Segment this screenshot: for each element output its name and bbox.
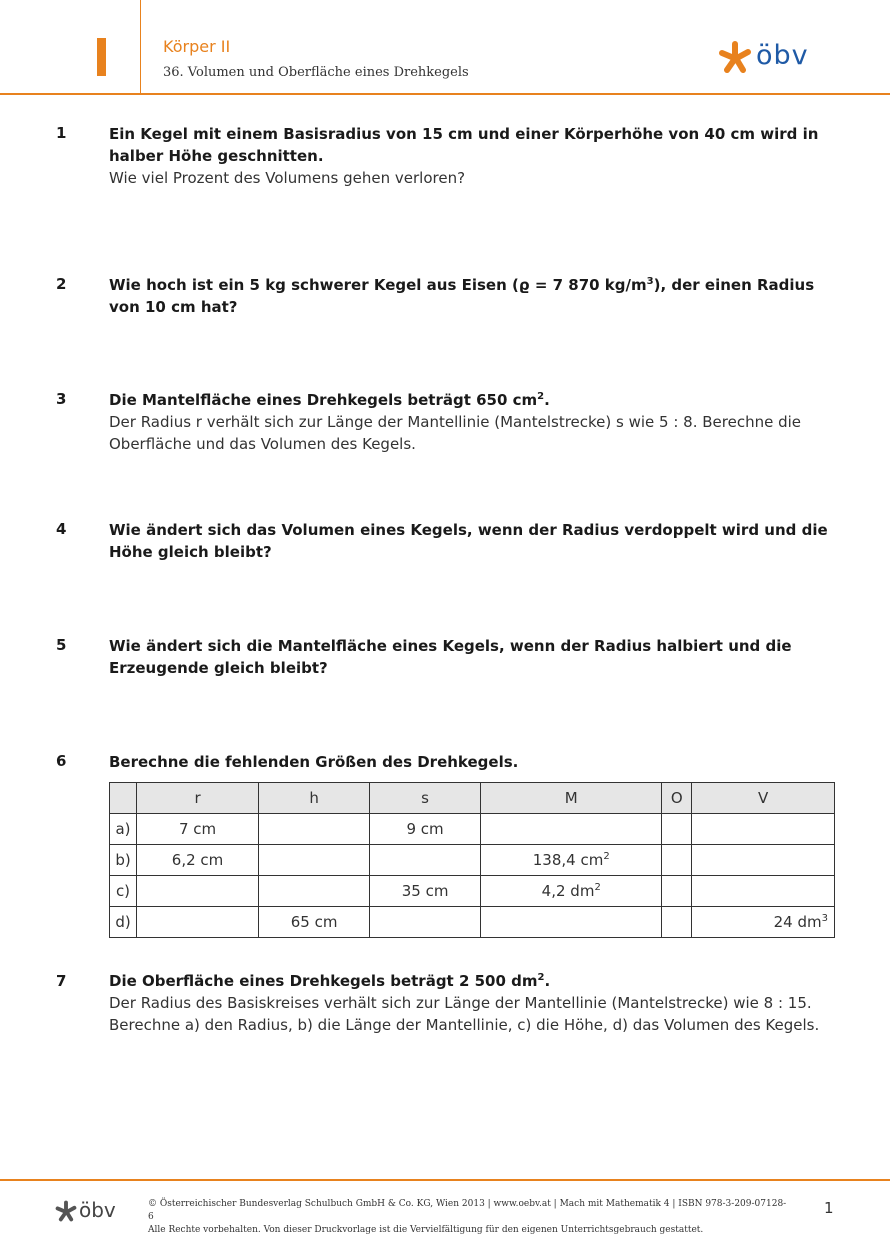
table-cell: 24 $dm^3$ — [692, 907, 835, 938]
asterisk-logo-icon — [55, 1200, 77, 1222]
row-label: b) — [110, 845, 137, 876]
table-cell — [662, 907, 692, 938]
table-header-cell: s — [370, 783, 481, 814]
question-1-bold: Ein Kegel mit einem Basisradius von 15 cm und einer Körperhöhe von 40 cm wird in halber Höhe geschnitten. — [109, 125, 819, 165]
chapter-title: Körper II — [163, 37, 231, 56]
question-4 — [109, 519, 839, 563]
question-7-sup: 2 — [537, 972, 545, 983]
question-number-3: 3 — [56, 390, 67, 408]
row-label: c) — [110, 876, 137, 907]
table-cell: 6,2 cm — [137, 845, 259, 876]
table-cell — [692, 845, 835, 876]
table-cell — [137, 907, 259, 938]
copyright-line-1: © Österreichischer Bundesverlag Schulbuch GmbH & Co. KG, Wien 2013 | www.oebv.at | Mach mit Mathematik 4 | ISBN 978-3-209-07128-6 — [148, 1199, 787, 1222]
question-1-text: Wie viel Prozent des Volumens gehen verloren? — [109, 169, 466, 187]
question-number-6: 6 — [56, 752, 67, 770]
table-row — [110, 876, 835, 907]
question-number-4: 4 — [56, 520, 67, 538]
table-header-cell: V — [692, 783, 835, 814]
question-2-sup: 3 — [646, 276, 654, 287]
table-header-cell: h — [259, 783, 370, 814]
header-rule — [0, 93, 890, 95]
footer-logo-text: öbv — [79, 1198, 116, 1222]
question-7-bold: Die Oberfläche eines Drehkegels beträgt 2 500 dm — [109, 972, 538, 990]
table-cell: 4,2 $dm^2$ — [481, 876, 662, 907]
question-7-text-2: Berechne a) den Radius, b) die Länge der Mantellinie, c) die Höhe, d) das Volumen des Kegels. — [109, 1016, 820, 1034]
question-7 — [109, 970, 839, 1036]
copyright-line-2: Alle Rechte vorbehalten. Von dieser Druckvorlage ist die Vervielfältigung für den eigenen Unterrichtsgebrauch gestattet. — [148, 1225, 704, 1235]
table-cell — [259, 845, 370, 876]
logo-text: öbv — [756, 40, 809, 71]
footer-logo — [55, 1198, 125, 1224]
table-cell — [662, 814, 692, 845]
table-header-cell — [110, 783, 137, 814]
chapter-marker — [97, 38, 106, 76]
question-5-bold: Wie ändert sich die Mantelfläche eines Kegels, wenn der Radius halbiert und die Erzeugende gleich bleibt? — [109, 637, 792, 677]
question-3-text: Der Radius r verhält sich zur Länge der Mantellinie (Mantelstrecke) s wie 5 : 8. Berechne die Oberfläche und das Volumen des Kegels. — [109, 413, 802, 453]
question-6-bold: Berechne die fehlenden Größen des Drehkegels. — [109, 753, 519, 771]
question-number-5: 5 — [56, 636, 67, 654]
question-6 — [109, 751, 839, 773]
question-number-1: 1 — [56, 124, 67, 142]
table-row — [110, 907, 835, 938]
question-3-sup: 2 — [537, 391, 545, 402]
section-subtitle: 36. Volumen und Oberfläche eines Drehkegels — [163, 65, 469, 80]
row-label: a) — [110, 814, 137, 845]
table-cell — [662, 876, 692, 907]
table-cell — [481, 814, 662, 845]
question-number-2: 2 — [56, 275, 67, 293]
table-cell: 138,4 $cm^2$ — [481, 845, 662, 876]
question-3-bold: Die Mantelfläche eines Drehkegels beträgt 650 cm — [109, 391, 538, 409]
question-5 — [109, 635, 839, 679]
table-header-cell: M — [481, 783, 662, 814]
question-1 — [109, 123, 839, 189]
table-cell: 9 cm — [370, 814, 481, 845]
question-4-bold: Wie ändert sich das Volumen eines Kegels, wenn der Radius verdoppelt wird und die Höhe gleich bleibt? — [109, 521, 828, 561]
question-number-7: 7 — [56, 972, 67, 990]
question-2 — [109, 274, 839, 318]
cone-values-table — [109, 782, 835, 938]
table-cell — [692, 876, 835, 907]
copyright-notice — [148, 1198, 788, 1237]
question-3 — [109, 389, 839, 455]
header-divider — [140, 0, 141, 93]
question-7-text-1: Der Radius des Basiskreises verhält sich zur Länge der Mantellinie (Mantelstrecke) wie 8 : 15. — [109, 994, 812, 1012]
row-label: d) — [110, 907, 137, 938]
table-header-cell: O — [662, 783, 692, 814]
table-cell — [662, 845, 692, 876]
question-2-bold-b: ), der einen Radius von 10 cm hat? — [109, 276, 815, 316]
table-cell — [259, 876, 370, 907]
question-7-bold-end: . — [544, 972, 551, 990]
table-cell — [137, 876, 259, 907]
table-header-row — [110, 783, 835, 814]
table-header-cell: r — [137, 783, 259, 814]
table-cell: 35 cm — [370, 876, 481, 907]
table-cell — [692, 814, 835, 845]
asterisk-logo-icon — [718, 40, 752, 74]
table-row — [110, 845, 835, 876]
question-2-bold-a: Wie hoch ist ein 5 kg schwerer Kegel aus Eisen (ϱ = 7 870 kg/m — [109, 276, 647, 294]
table-cell — [370, 907, 481, 938]
table-cell — [481, 907, 662, 938]
question-3-bold-end: . — [544, 391, 550, 409]
publisher-logo — [718, 40, 828, 76]
table-cell — [370, 845, 481, 876]
table-cell — [259, 814, 370, 845]
page-number: 1 — [824, 1199, 834, 1217]
table-cell: 7 cm — [137, 814, 259, 845]
table-row — [110, 814, 835, 845]
table-cell: 65 cm — [259, 907, 370, 938]
footer-rule — [0, 1179, 890, 1181]
